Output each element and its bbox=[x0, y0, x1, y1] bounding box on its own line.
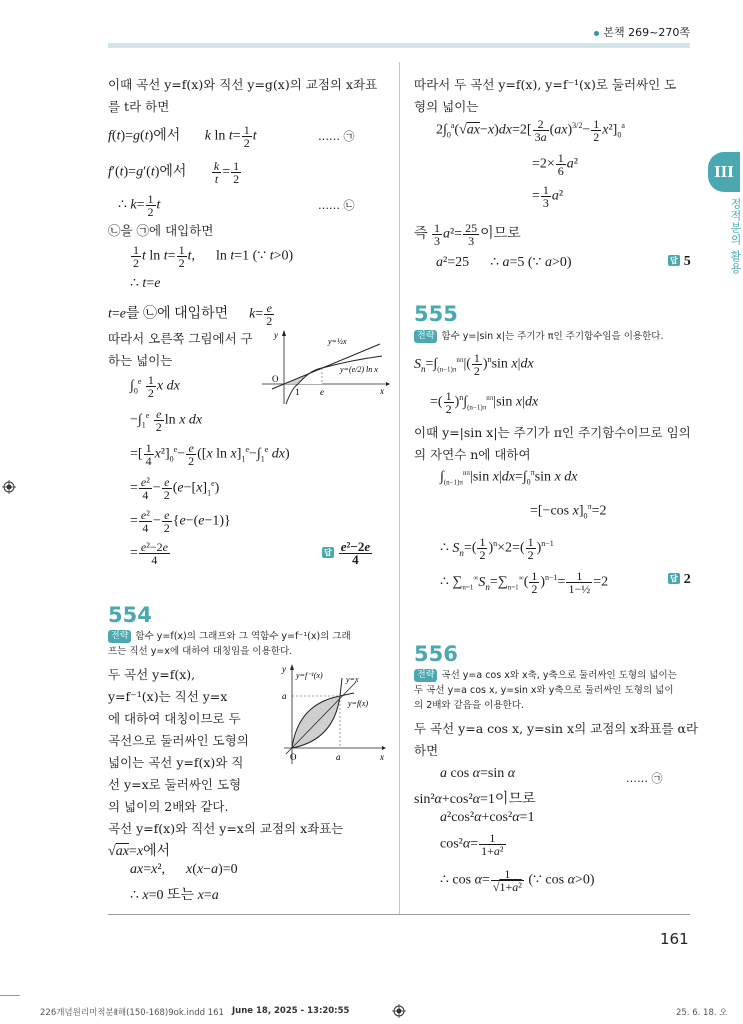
equation: $2\int_0^a(√ax-x)dx=2$[ $\frac{2}{3a}$ (ax)$^{3/2}$− $\frac{1}{2}$ $x^2]_0^a$ bbox=[436, 117, 625, 144]
unshaded-region bbox=[298, 368, 322, 384]
crop-mark bbox=[0, 995, 20, 996]
y-axis-arrow-icon bbox=[282, 330, 286, 336]
equation: $S_n=\int_{(n-1)\pi}^{n\pi}|$( $\frac{1}{2}$ )$^n$sin x|dx bbox=[414, 351, 534, 378]
text-line: 이때 y=|sin x|는 주기가 π인 주기함수이므로 임의 bbox=[414, 425, 691, 440]
tick-label: a bbox=[336, 752, 341, 762]
text-line: 두 곡선 y=a cos x, y=sin x의 교점의 x좌표를 α라 bbox=[414, 721, 699, 736]
integral-line: = $\frac{\text{e²−2e}}{4}$ bbox=[130, 540, 168, 567]
equation-mark: …… ㉠ bbox=[318, 130, 355, 143]
equation: √ax=x에서 bbox=[108, 844, 171, 859]
body-line: y=f⁻¹(x)는 직선 y=x bbox=[108, 689, 228, 704]
body-line: 선 y=x로 둘러싸인 도형 bbox=[108, 777, 242, 792]
x-axis-arrow-icon bbox=[386, 382, 390, 386]
intro-line: 따라서 두 곡선 y=f(x), y=f⁻¹(x)로 둘러싸인 도 bbox=[414, 77, 677, 92]
origin-label: O bbox=[290, 752, 297, 762]
page-number: 161 bbox=[660, 930, 689, 948]
equation: 즉 $\frac{1}{3}$ a²= $\frac{25}{3}$ 이므로 bbox=[414, 221, 521, 248]
body-line: 넓이는 곡선 y=f(x)와 직 bbox=[108, 755, 244, 770]
equation: =2× $\frac{1}{6}$ a² bbox=[532, 151, 578, 178]
equation: $\int_{(n-1)\pi}^{n\pi}|\sin$ $x|dx=\int_0^\pi\sin$ x dx bbox=[440, 468, 578, 487]
strategy-text: 전략 곡선 y=a cos x와 x축, y축으로 둘러싸인 도형의 넓이는 bbox=[414, 669, 677, 683]
graph-inverse-functions bbox=[276, 664, 388, 770]
graph-log-and-line bbox=[262, 330, 390, 404]
equation: ∴ x=0 또는 x=a bbox=[130, 888, 219, 903]
equation: ∴ cos α= $\frac{1}{\text{√1+a²}}$ (∵ cos α>0) bbox=[440, 867, 595, 894]
curve-series-label: y=(e/2) ln x bbox=[340, 365, 378, 374]
y-axis-arrow-icon bbox=[290, 664, 294, 670]
footer-file: 226개념원리미적분Ⅱ해(150-168)9ok.indd 161 bbox=[40, 1008, 224, 1018]
inverse-label: y=f⁻¹(x) bbox=[296, 671, 323, 680]
problem-number: 554 bbox=[108, 603, 152, 627]
integral-line: = $\frac{\text{e²}}{4}$ − $\frac{e}{2}$ {e−(e−1)} bbox=[130, 508, 231, 535]
footer-date: 25. 6. 18. 오 bbox=[676, 1008, 728, 1018]
equation: =( $\frac{1}{2}$ )$^n\int_{(n-1)\pi}^{n\pi}|\sin$ x|dx bbox=[430, 389, 539, 416]
registration-mark-icon bbox=[2, 480, 16, 494]
tick-label: a bbox=[282, 691, 287, 701]
equation: sin²α+cos²α=1이므로 bbox=[414, 792, 536, 807]
strategy-badge: 전략 bbox=[414, 669, 437, 682]
body-line: 곡선 y=f(x)와 직선 y=x의 교점의 x좌표는 bbox=[108, 821, 344, 836]
x-label: x bbox=[380, 386, 384, 396]
tick-label: e bbox=[320, 387, 324, 397]
integral-line: $\int_0^e$ $\frac{1}{2}$ x dx bbox=[130, 373, 180, 400]
equation: f′(t)=g′(t)에서 $\frac{k}{t}$ = $\frac{1}{2}$ bbox=[108, 159, 240, 186]
equation: cos²α= $\frac{1}{\text{1+a²}}$ bbox=[440, 831, 504, 858]
strategy-text: 전략 함수 y=|sin x|는 주기가 π인 주기함수임을 이용한다. bbox=[414, 330, 663, 344]
x-label: x bbox=[380, 752, 384, 762]
strategy-text: 전략 함수 y=f(x)의 그래프와 그 역함수 y=f⁻¹(x)의 그래 bbox=[108, 630, 351, 644]
equation: a cos α=sin α bbox=[440, 766, 516, 781]
origin-label: O bbox=[272, 374, 279, 384]
intro-line: 형의 넓이는 bbox=[414, 99, 479, 114]
strategy-text: 프는 직선 y=x에 대하여 대칭임을 이용한다. bbox=[108, 646, 293, 657]
footer-timestamp: June 18, 2025 - 13:20:55 bbox=[232, 1006, 350, 1016]
strategy-text: 의 2배와 같음을 이용한다. bbox=[414, 700, 524, 711]
body-line: 곡선으로 둘러싸인 도형의 bbox=[108, 733, 249, 748]
equation: a²cos²α+cos²α=1 bbox=[440, 810, 535, 825]
intro-line: 이때 곡선 y=f(x)와 직선 y=g(x)의 교점의 x좌표 bbox=[108, 77, 378, 92]
integral-line: $-\int_1^e$ $\frac{e}{2}$ ln x dx bbox=[130, 407, 203, 434]
bullet-icon bbox=[594, 31, 599, 36]
y-label: y bbox=[274, 330, 278, 340]
text-line: 하면 bbox=[414, 743, 439, 758]
bottom-rule bbox=[108, 914, 690, 915]
chapter-title: 정적분의 활용 bbox=[729, 198, 742, 275]
page-reference: 본책 269~270쪽 bbox=[594, 24, 690, 40]
answer: 답 5 bbox=[670, 254, 691, 269]
f-label: y=f(x) bbox=[348, 699, 369, 708]
strategy-badge: 전략 bbox=[414, 330, 437, 343]
equation: = $\frac{1}{3}$ a² bbox=[532, 183, 564, 210]
body-line: 두 곡선 y=f(x), bbox=[108, 667, 196, 682]
registration-mark-icon bbox=[392, 1004, 406, 1018]
intro-line: 를 t라 하면 bbox=[108, 99, 170, 114]
x-axis-arrow-icon bbox=[382, 746, 386, 750]
line-series-label: y=½x bbox=[328, 337, 347, 346]
tick-label: 1 bbox=[295, 387, 300, 397]
answer: 답 2 bbox=[670, 572, 691, 587]
equation: ∴ k= $\frac{1}{2}$ t bbox=[118, 192, 161, 219]
equation: a²=25 ∴ a=5 (∵ a>0) bbox=[436, 255, 572, 270]
equation-mark: …… ㉡ bbox=[318, 199, 355, 212]
strategy-text: 두 곡선 y=a cos x, y=sin x와 y축으로 둘러싸인 도형의 넓이 bbox=[414, 685, 674, 696]
integral-line: =[ $\frac{1}{4}$ $x^2]_0^e-$ $\frac{e}{2}$ ([x $\ln x]_1^e-\int_1^e$ dx) bbox=[130, 441, 290, 468]
integral-line: = $\frac{\text{e²}}{4}$ − $\frac{e}{2}$ $(e-[x]_1^e)$ bbox=[130, 475, 220, 502]
header-bar bbox=[108, 43, 690, 48]
y-label: y bbox=[282, 664, 286, 674]
equation: $\frac{1}{2}$ t ln t= $\frac{1}{2}$ t, ln t=1 (∵ t>0) bbox=[133, 243, 294, 270]
equation: ∴ t=e bbox=[130, 276, 161, 291]
equation: ∴ $\sum_{n=1}^\infty S_n=\sum_{n=1}^\infty$( $\frac{1}{2}$ )$^{n-1}$= $\frac{1}{\text{1−½}}$ =2 bbox=[440, 569, 609, 596]
equation: f(t)=g(t)에서 k ln t= $\frac{1}{2}$ t bbox=[108, 123, 257, 150]
equation: ax=x², x(x−a)=0 bbox=[130, 862, 238, 877]
diagonal-label: y=x bbox=[346, 675, 359, 684]
body-line: 에 대하여 대칭이므로 두 bbox=[108, 711, 241, 726]
column-divider bbox=[399, 62, 400, 914]
text-line: 하는 넓이는 bbox=[108, 353, 173, 368]
strategy-badge: 전략 bbox=[108, 630, 131, 643]
diagonal-line bbox=[286, 682, 356, 754]
text-line: 의 자연수 n에 대하여 bbox=[414, 447, 531, 462]
answer: 답 $\frac{\text{e²−2e}}{4}$ bbox=[324, 539, 371, 567]
text-line: 따라서 오른쪽 그림에서 구 bbox=[108, 331, 253, 346]
equation: ∴ $S_n=$( $\frac{1}{2}$ )$^n$×2=( $\frac{1}{2}$ )$^{n-1}$ bbox=[440, 535, 554, 562]
equation-mark: …… ㉠ bbox=[626, 772, 663, 785]
problem-number: 555 bbox=[414, 302, 458, 326]
chapter-tab: III bbox=[708, 152, 740, 192]
body-line: 의 넓이의 2배와 같다. bbox=[108, 799, 229, 814]
problem-number: 556 bbox=[414, 642, 458, 666]
equation: =[−cos $x]_0^\pi=2$ bbox=[530, 502, 607, 521]
equation: t=e를 ㉡에 대입하면 k= $\frac{e}{2}$ bbox=[108, 301, 273, 328]
step-text: ㉡을 ㉠에 대입하면 bbox=[108, 223, 214, 238]
